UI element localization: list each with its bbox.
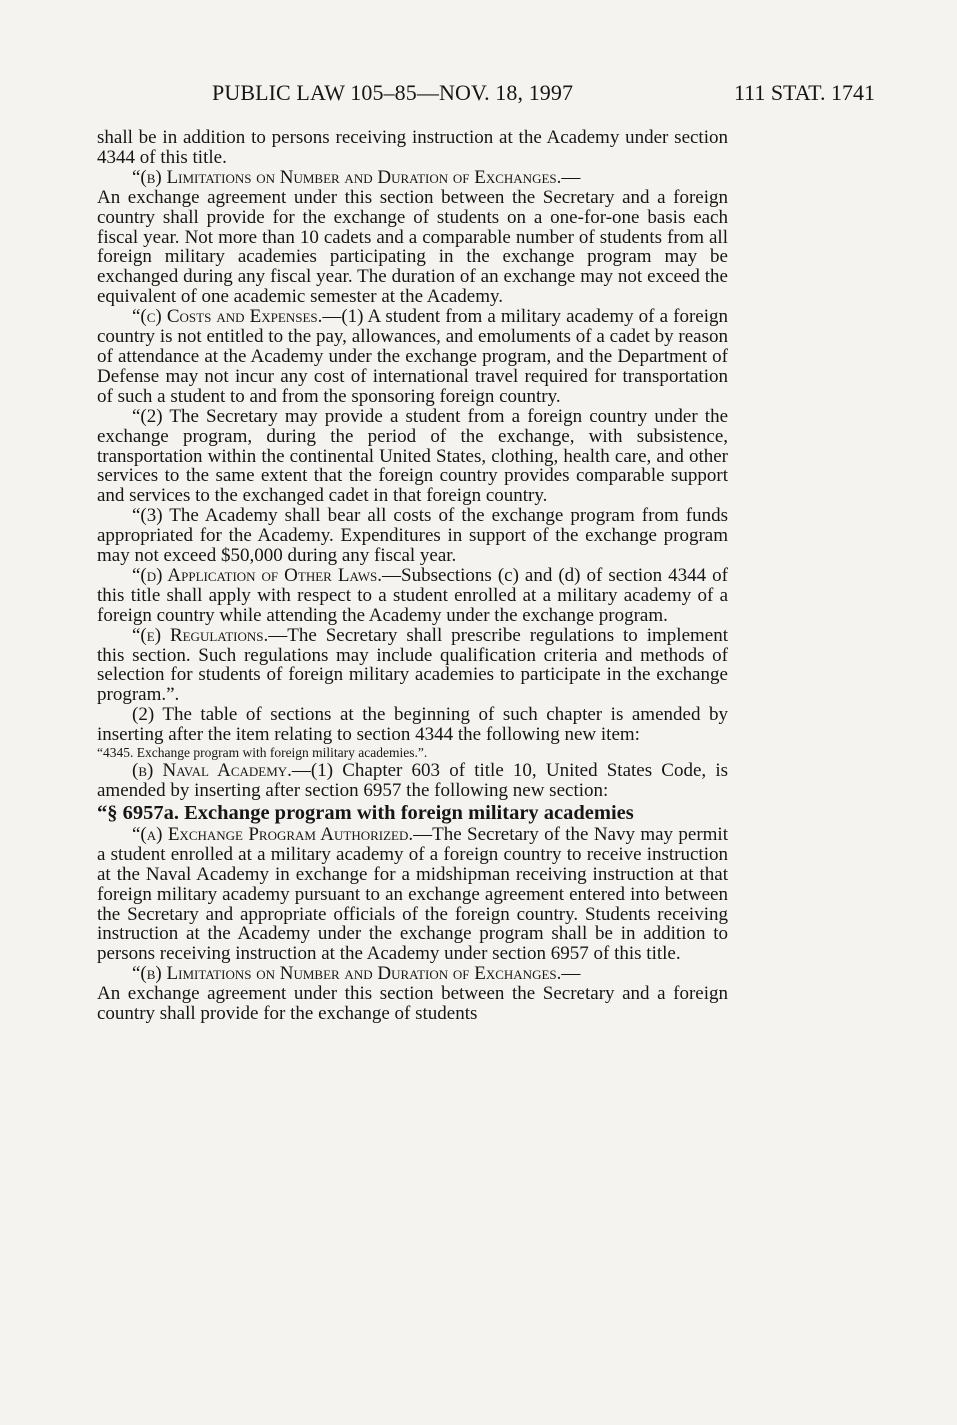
header-title: PUBLIC LAW 105–85—NOV. 18, 1997	[212, 80, 574, 105]
section-6957a-subsection-b-text: An exchange agreement under this section between the Secretary and a foreign country shall provide for the exchange of students	[97, 983, 728, 1025]
table-of-sections-item: “4345. Exchange program with foreign military academies.”.	[97, 745, 428, 761]
subsection-b-text: An exchange agreement under this section between the Secretary and a foreign country shall provide for the exchange of students on a one-for-one basis each fiscal year. Not more than 10 cadets and a comparable number of students from all foreign military academies participating in the exchange program may be exchanged during any fiscal year. The duration of an exchange may not exceed the equivalent of one academic semester at the Academy.	[97, 186, 728, 308]
subsection-d-paragraph: “(d) Application of Other Laws.—Subsections (c) and (d) of section 4344 of this title shall apply with respect to a student enrolled at a military academy of a foreign country while attending the Academy under the exchange program.	[97, 564, 728, 626]
subsection-b-heading: “(b) Limitations on Number and Duration of Exchanges.—	[132, 166, 581, 188]
subsection-e-heading: “(e) Regulations.	[132, 624, 269, 646]
subsection-d-heading: “(d) Application of Other Laws.	[132, 564, 383, 586]
paragraph-continuation: shall be in addition to persons receiving instruction at the Academy under section 4344 of this title.	[97, 127, 728, 168]
subsection-e-paragraph: “(e) Regulations.—The Secretary shall prescribe regulations to implement this section. Such regulations may include qualification criteria and methods of selection for students of foreign military academies to participate in the exchange program.”.	[97, 624, 728, 706]
section-6957a-subsection-b-heading: “(b) Limitations on Number and Duration of Exchanges.—	[132, 963, 581, 985]
naval-academy-paragraph: (b) Naval Academy.—(1) Chapter 603 of title 10, United States Code, is amended by inserting after section 6957 the following new section:	[97, 760, 728, 801]
section-6957a-subsection-a: “(a) Exchange Program Authorized.—The Secretary of the Navy may permit a student enrolled at a military academy of a foreign country to receive instruction at the Naval Academy in exchange for a midshipman receiving instruction at that foreign military academy pursuant to an exchange agreement entered into between the Secretary and appropriate officials of the foreign country. Students receiving instruction at the Academy under the exchange program shall be in addition to persons receiving instruction at the Academy under section 6957 of this title.	[97, 823, 728, 965]
document-body	[97, 128, 728, 1024]
naval-academy-heading: (b) Naval Academy.	[132, 760, 292, 782]
subsection-c3-paragraph: “(3) The Academy shall bear all costs of the exchange program from funds appropriated for the Academy. Expenditures in support of the exchange program may not exceed $50,000 during any fiscal year.	[97, 505, 728, 567]
subsection-c-paragraph: “(c) Costs and Expenses.—(1) A student from a military academy of a foreign country is not entitled to the pay, allowances, and emoluments of a cadet by reason of attendance at the Academy under the exchange program, and the Department of Defense may not incur any cost of international travel required for transportation of such a student to and from the sponsoring foreign country.	[97, 306, 728, 407]
subsection-a-heading: “(a) Exchange Program Authorized.	[132, 823, 414, 845]
subsection-c2-paragraph: “(2) The Secretary may provide a student from a foreign country under the exchange program, during the period of the exchange, with subsistence, transportation within the continental United States, clothing, health care, and other services to the same extent that the foreign country provides comparable support and services to the exchanged cadet in that foreign country.	[97, 405, 728, 507]
amendment-paragraph-2: (2) The table of sections at the beginning of such chapter is amended by inserting after the item relating to section 4344 the following new item:	[97, 704, 728, 746]
statute-citation: 111 STAT. 1741	[733, 80, 875, 105]
subsection-c-heading: “(c) Costs and Expenses.	[132, 306, 323, 328]
section-6957a-heading: “§ 6957a. Exchange program with foreign military academies	[97, 801, 634, 824]
